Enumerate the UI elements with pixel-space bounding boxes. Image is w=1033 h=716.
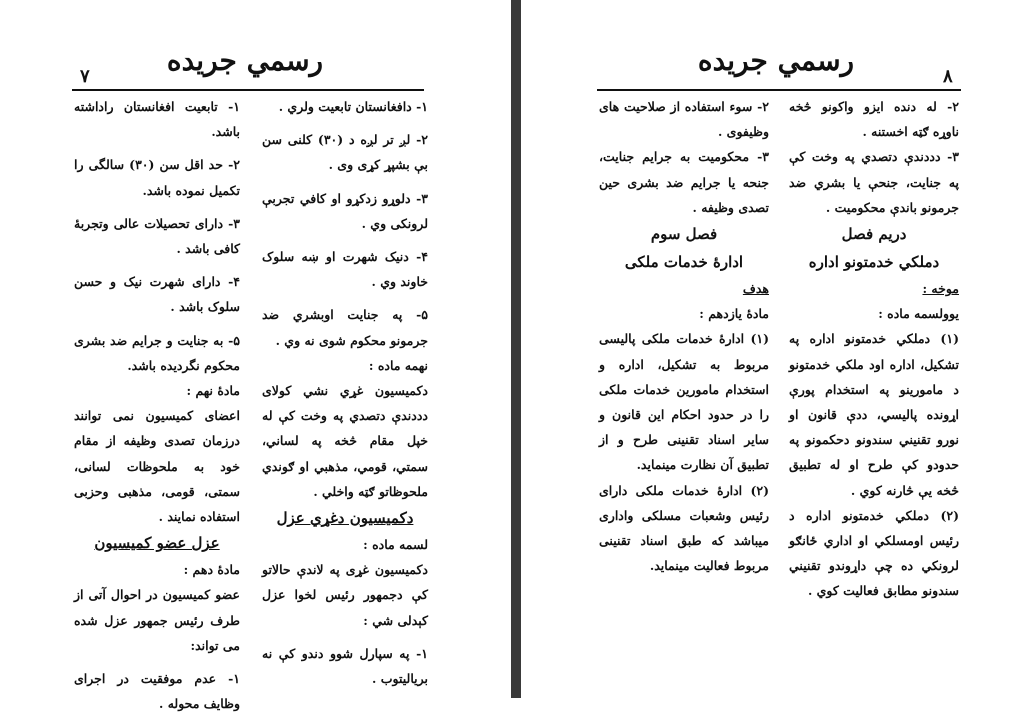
eligibility-item-5: ۵- به جنایت و جرایم ضد بشری محکوم نگردیده باشد. [74,332,240,373]
dismissal-item-1: ۱- عدم موفقیت در اجرای وظایف محوله . [74,671,240,712]
article-text: دکمیسیون غړي نشي کولای دددندې دتصدي په وخت کې له خپل مقام څخه په لساني، سمتي، قومي، مذهبي او ګوندي ملحوظاتو ګټه واخلي . [262,383,428,499]
eligibility-item-4: ۴- دارای شهرت نیک و حسن سلوک باشد . [74,274,240,315]
eligibility-item-5: ۵- په جنایت اوبشري ضد جرمونو محکوم شوی نه وي . [262,307,428,348]
page-title: رسمي جريده [166,44,324,77]
pashto-column [262,94,428,691]
left-page [0,0,511,712]
chapter-heading: فصل سوم [650,225,718,244]
dismissal-item-1: ۱- په سپارل شوو دندو کې نه بریالیتوب . [262,645,428,687]
list-item: ۳- محکومیت به جرایم جنایت، جنحه یا جرایم ضد بشری حین تصدی وظیفه . [599,149,769,215]
list-item: ۳- دددندې دتصدي په وخت کې په جنایت، جنحې یا بشري ضد جرمونو باندې محکومیت . [789,149,959,215]
objective-heading: هدف [742,281,769,297]
dari-column [74,94,240,716]
eligibility-item-3: ۳- دارای تحصیلات عالی وتجربهٔ کافی باشد . [74,215,240,257]
eligibility-item-1: ۱- تابعیت افغانستان راداشته باشد. [74,99,240,140]
dari-column [599,94,769,578]
article-text: اعضای کمیسیون نمی توانند درزمان تصدی وظیفه از مقام خود به ملحوظات لسانی، سمتی، قومی، مذهبی وحزبی استفاده نمایند . [74,408,240,525]
header-rule [597,89,961,91]
article-text: عضو کمیسیون در احوال آتی از طرف رئیس جمهور عزل شده می تواند: [74,587,240,653]
right-page [521,0,1033,698]
article-clause-1: (۱) ادارهٔ خدمات ملکی پالیسی مربوط به تشکیل، اداره و استخدام مامورین خدمات ملکی را در حدود احکام این قانون و سایر اسناد تقنینی طرح و از تطبیق آن نظارت مینماید. [599,331,769,473]
list-item: ۲- سوء استفاده از صلاحیت های وظیفوی . [599,99,769,140]
book-gutter [511,0,521,698]
section-heading: عزل عضو کمیسیون [94,534,220,553]
article-heading: مادهٔ دهم : [183,562,240,578]
eligibility-item-2: ۲- حد اقل سن (۳۰) سالگی را تکمیل نموده باشد. [74,157,240,198]
eligibility-item-3: ۳- دلوړو زدکړو او کافي تجربې لرونکی وي . [262,190,428,231]
page-number: ۷ [80,66,90,87]
objective-heading: موخه : [922,281,959,297]
eligibility-item-4: ۴- دنیک شهرت او ښه سلوک خاوند وي . [262,249,428,290]
page-title: رسمي جريده [697,44,855,77]
article-heading: لسمه ماده : [363,537,428,553]
header-rule [72,89,424,91]
article-text: دکمیسیون غړی په لاندې حالاتو کې دجمهور رئیس لخوا عزل کېدلی شي : [262,562,428,628]
article-heading: نهمه ماده : [368,357,428,373]
pashto-column [789,94,959,604]
article-heading: مادهٔ یازدهم : [699,306,769,322]
eligibility-item-2: ۲- لږ تر لږه د (۳۰) کلنی سن بې بشپړ کړی وی . [262,132,429,173]
chapter-title: دملکي خدمتونو اداره [808,253,940,272]
chapter-heading: دریم فصل [841,225,907,244]
section-heading: دکمیسیون دغړي عزل [276,509,414,528]
article-heading: مادهٔ نهم : [186,383,240,399]
article-clause-1: (۱) دملکي خدمتونو اداره په تشکیل، اداره اود ملکي خدمتونو د مامورینو په استخدام پورې اړونده پالیسي، ددې قانون او نورو تقنیني سندونو دحکمونو په حدودو کې طرح او له تطبیق څخه یې څارنه کوي . [789,331,959,498]
article-heading: یوولسمه ماده : [878,306,959,322]
article-clause-2: (۲) دملکي خدمتونو اداره د رئیس اومسلکي او اداري ځانګو لرونکي ده چې داړوندو تقنیني سندونو مطابق فعالیت کوي . [789,507,959,599]
chapter-title: ادارهٔ خدمات ملکی [624,253,744,272]
eligibility-item-1: ۱- دافغانستان تابعیت ولري . [278,99,428,114]
article-clause-2: (۲) ادارهٔ خدمات ملکی دارای رئیس وشعبات مسلکی واداری میباشد که طبق اسناد تقنینی مربوط فعالیت مینماید. [599,482,769,574]
page-number: ۸ [943,66,953,87]
list-item: ۲- له دنده ایزو واکونو څخه ناوړه ګټه اخستنه . [789,99,959,140]
